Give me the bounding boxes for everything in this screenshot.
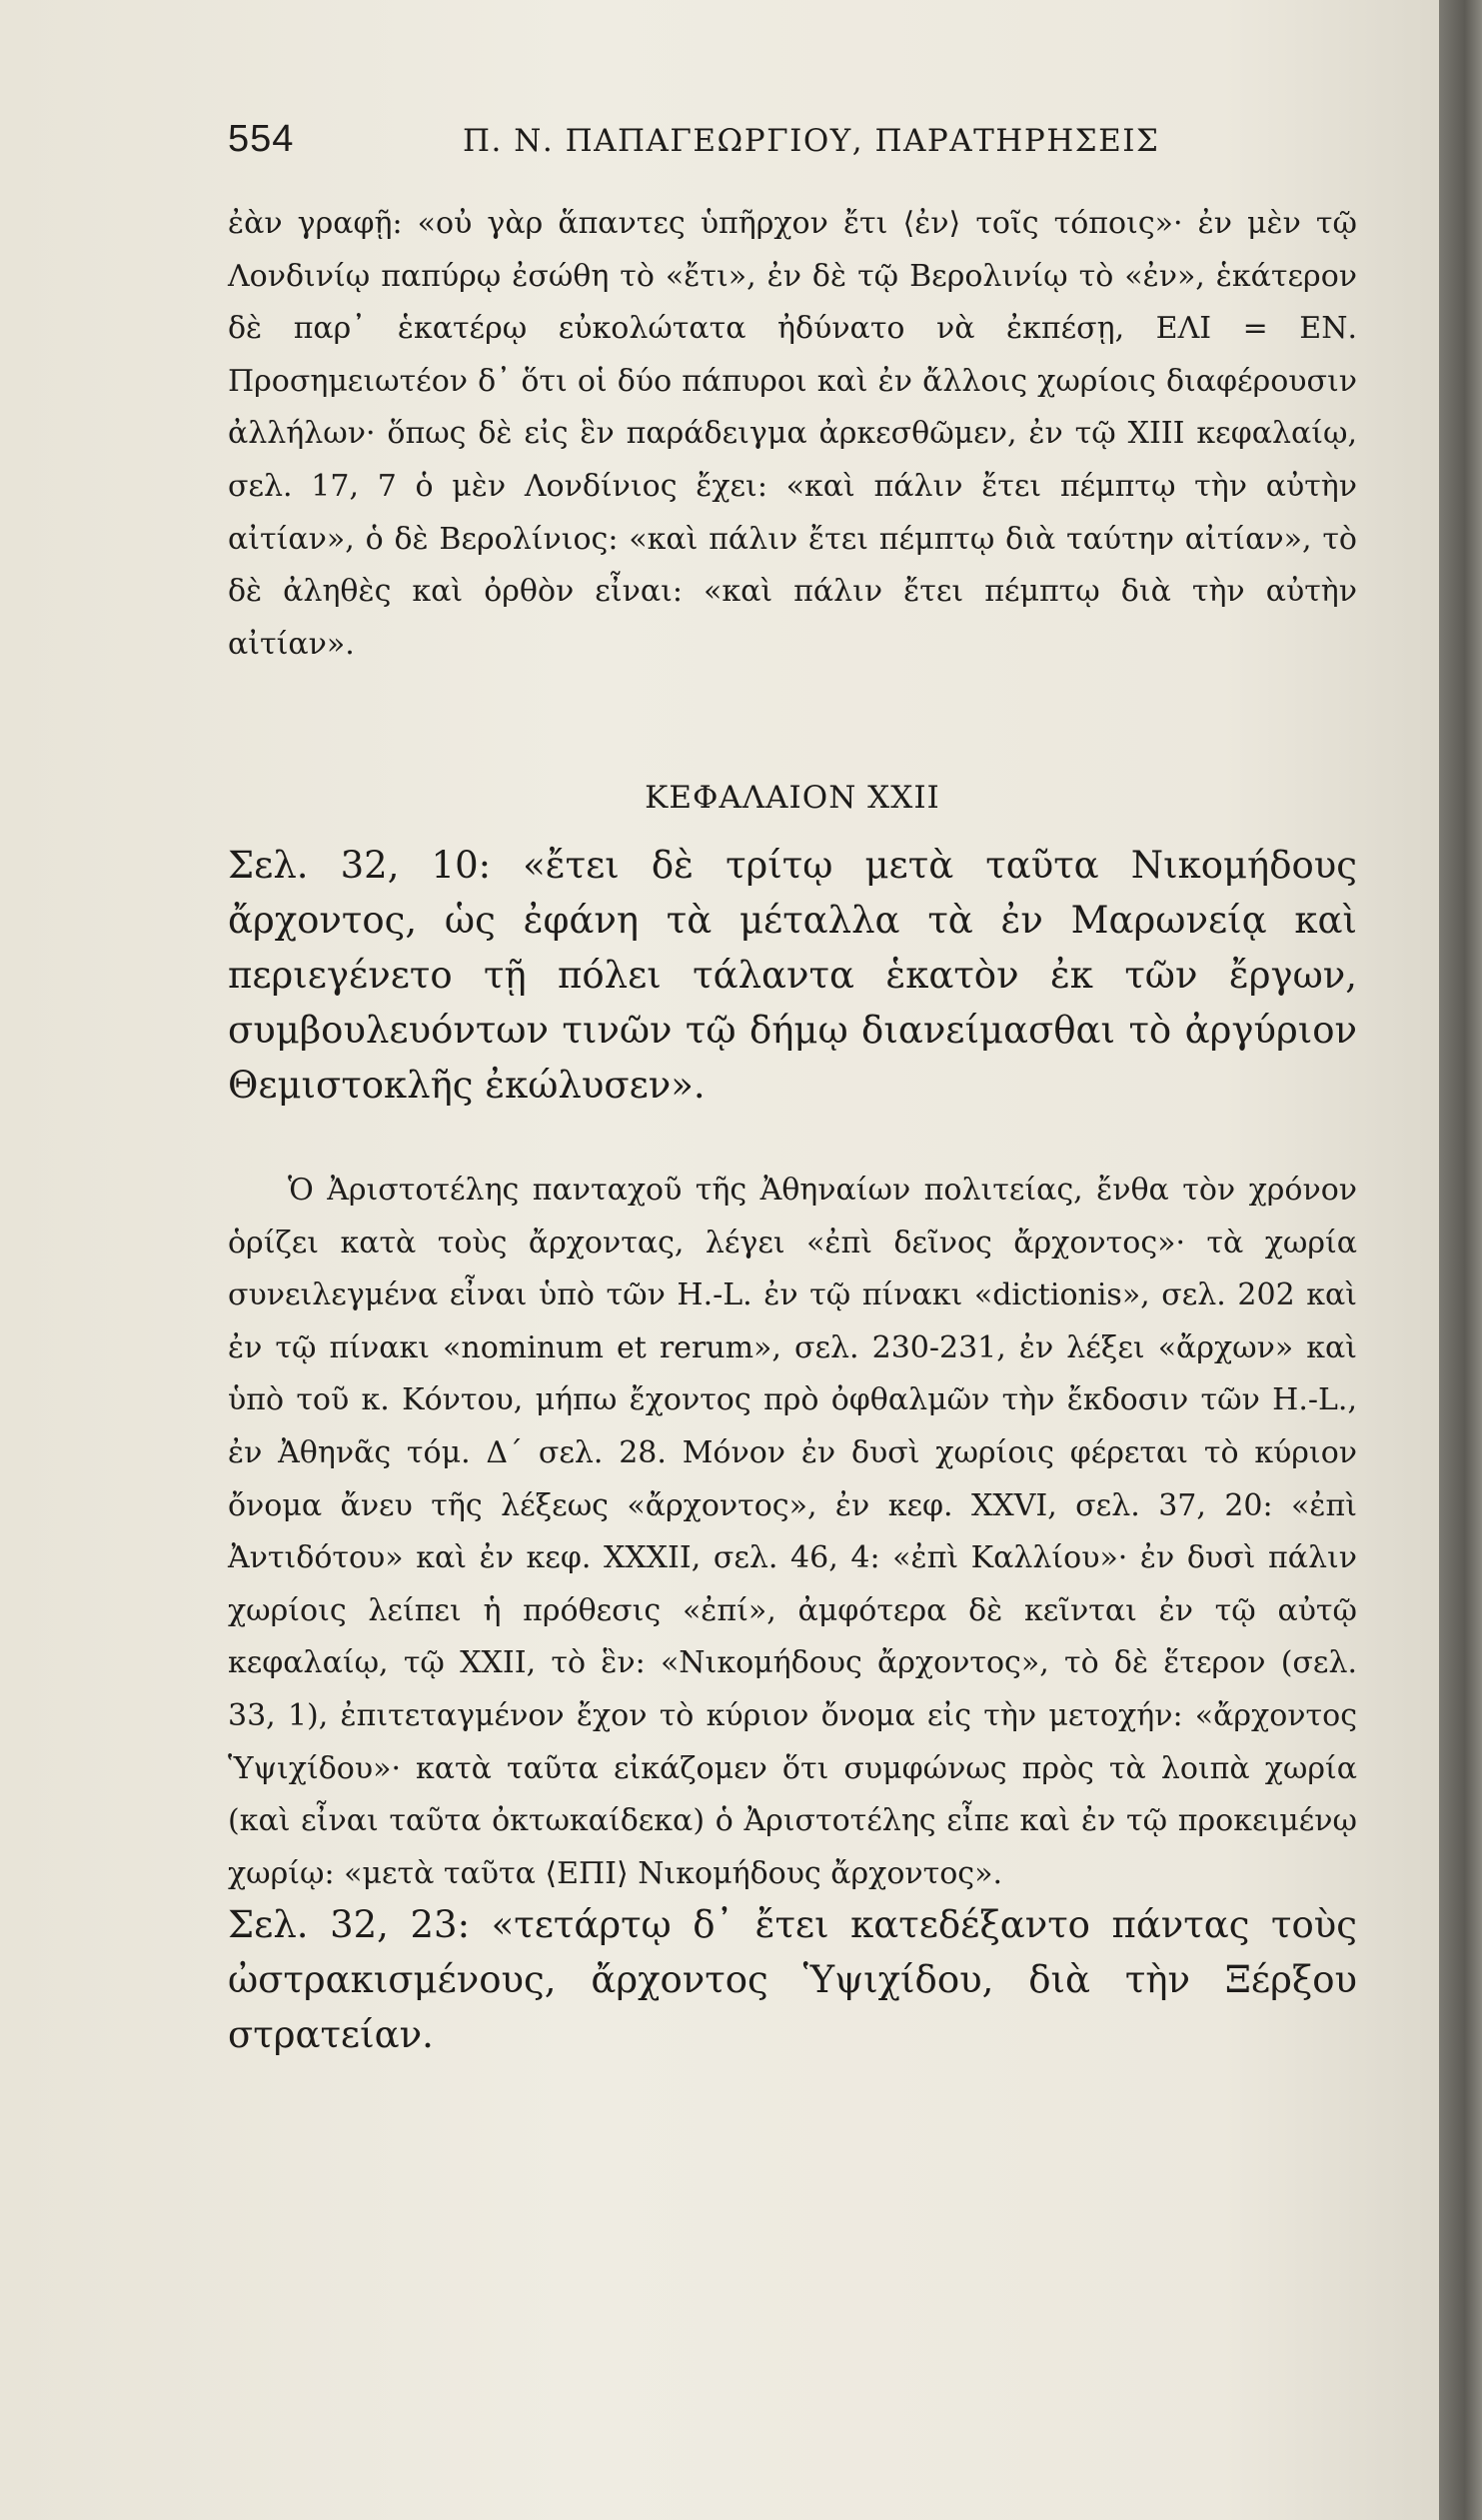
- paragraph-4: Σελ. 32, 23: «τετάρτῳ δ᾽ ἔτει κατεδέξαντο πάντας τοὺς ὠστρακισμένους, ἄρχοντος Ὑψιχίδου, διὰ τὴν Ξέρξου στρατείαν.: [228, 1903, 1357, 2056]
- page-number: 554: [228, 118, 295, 160]
- page-edge-shadow: [1439, 0, 1482, 2520]
- chapter-heading: ΚΕΦΑΛΑΙΟΝ XXII: [645, 780, 940, 816]
- page-header: [228, 118, 1357, 178]
- paragraph-2: Σελ. 32, 10: «ἔτει δὲ τρίτῳ μετὰ ταῦτα Νικομήδους ἄρχοντος, ὡς ἐφάνη τὰ μέταλλα τὰ ἐν Μαρωνείᾳ καὶ περιεγένετο τῇ πόλει τάλαντα ἑκατὸν ἐκ τῶν ἔργων, συμβουλευόντων τινῶν τῷ δήμῳ διανείμασθαι τὸ ἀργύριον Θεμιστοκλῆς ἐκώλυσεν».: [228, 844, 1357, 1107]
- paragraph-3: Ὁ Ἀριστοτέλης πανταχοῦ τῆς Ἀθηναίων πολιτείας, ἔνθα τὸν χρόνον ὁρίζει κατὰ τοὺς ἄρχοντας, λέγει «ἐπὶ δεῖνος ἄρχοντος»· τὰ χωρία συνειλεγμένα εἶναι ὑπὸ τῶν H.-L. ἐν τῷ πίνακι «dictionis», σελ. 202 καὶ ἐν τῷ πίνακι «nominum et rerum», σελ. 230-231, ἐν λέξει «ἄρχων» καὶ ὑπὸ τοῦ κ. Κόντου, μήπω ἔχοντος πρὸ ὀφθαλμῶν τὴν ἔκδοσιν τῶν H.-L., ἐν Ἀθηνᾶς τόμ. Δ΄ σελ. 28. Μόνον ἐν δυσὶ χωρίοις φέρεται τὸ κύριον ὄνομα ἄνευ τῆς λέξεως «ἄρχοντος», ἐν κεφ. XXVI, σελ. 37, 20: «ἐπὶ Ἀντιδότου» καὶ ἐν κεφ. XXXII, σελ. 46, 4: «ἐπὶ Καλλίου»· ἐν δυσὶ πάλιν χωρίοις λείπει ἡ πρόθεσις «ἐπί», ἀμφότερα δὲ κεῖνται ἐν τῷ αὐτῷ κεφαλαίῳ, τῷ XXII, τὸ ἓν: «Νικομήδους ἄρχοντος», τὸ δὲ ἕτερον (σελ. 33, 1), ἐπιτεταγμένον ἔχον τὸ κύριον ὄνομα εἰς τὴν μετοχήν: «ἄρχοντος Ὑψιχίδου»· κατὰ ταῦτα εἰκάζομεν ὅτι συμφώνως πρὸς τὰ λοιπὰ χωρία (καὶ εἶναι ταῦτα ὀκτωκαίδεκα) ὁ Ἀριστοτέλης εἶπε καὶ ἐν τῷ προκειμένῳ χωρίῳ: «μετὰ ταῦτα ⟨ΕΠΙ⟩ Νικομήδους ἄρχοντος».: [228, 1173, 1357, 1891]
- paragraph-1: ἐὰν γραφῇ: «οὐ γὰρ ἅπαντες ὑπῆρχον ἔτι ⟨ἐν⟩ τοῖς τόποις»· ἐν μὲν τῷ Λονδινίῳ παπύρῳ ἐσώθη τὸ «ἔτι», ἐν δὲ τῷ Βερολινίῳ τὸ «ἐν», ἑκάτερον δὲ παρ᾽ ἑκατέρῳ εὐκολώτατα ἠδύνατο νὰ ἐκπέσῃ, ΕΛΙ = ΕΝ. Προσημειωτέον δ᾽ ὅτι οἱ δύο πάπυροι καὶ ἐν ἄλλοις χωρίοις διαφέρουσιν ἀλλήλων· ὅπως δὲ εἰς ἓν παράδειγμα ἀρκεσθῶμεν, ἐν τῷ XIII κεφαλαίῳ, σελ. 17, 7 ὁ μὲν Λονδίνιος ἔχει: «καὶ πάλιν ἔτει πέμπτῳ τὴν αὐτὴν αἰτίαν», ὁ δὲ Βερολίνιος: «καὶ πάλιν ἔτει πέμπτῳ διὰ ταύτην αἰτίαν», τὸ δὲ ἀληθὲς καὶ ὀρθὸν εἶναι: «καὶ πάλιν ἔτει πέμπτῳ διὰ τὴν αὐτὴν αἰτίαν».: [228, 206, 1357, 662]
- running-title: Π. Ν. ΠΑΠΑΓΕΩΡΓΙΟΥ, ΠΑΡΑΤΗΡΗΣΕΙΣ: [463, 123, 1160, 159]
